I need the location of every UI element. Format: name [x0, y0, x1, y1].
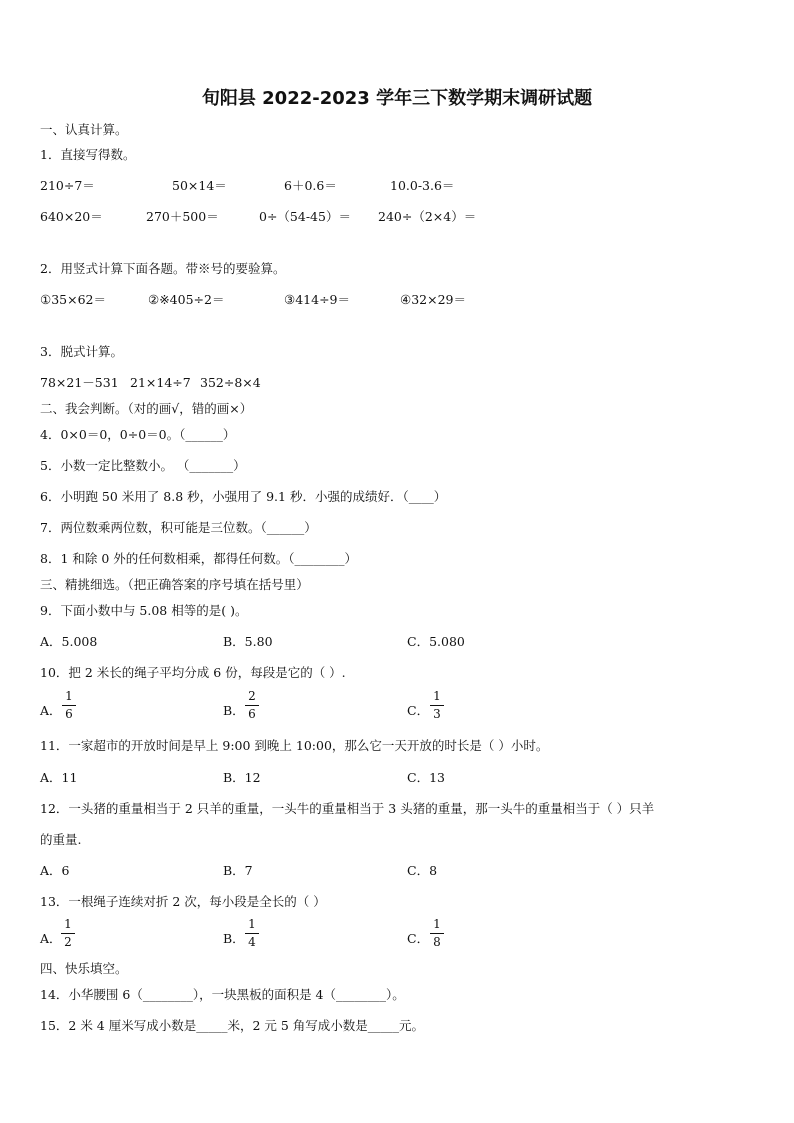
vertical-calc-item: ①35×62＝ — [40, 292, 106, 307]
calc-item: 640×20＝ — [40, 209, 103, 224]
option-c-label: C． — [407, 703, 430, 718]
fill-blank-item: 15．2 米 4 厘米写成小数是_____米，2 元 5 角写成小数是_____元。 — [40, 1018, 425, 1033]
fraction-numerator: 1 — [248, 917, 256, 931]
option-c: C．13 — [407, 770, 445, 785]
fraction-option-b — [245, 690, 259, 722]
calc-item: 210÷7＝ — [40, 178, 95, 193]
option-c: C．5.080 — [407, 634, 465, 649]
vertical-calc-item: ④32×29＝ — [400, 292, 466, 307]
fraction-bar — [430, 705, 444, 706]
judge-item: 6．小明跑 50 米用了 8.8 秒，小强用了 9.1 秒．小强的成绩好．（____） — [40, 489, 447, 504]
fraction-option-a — [61, 918, 75, 950]
fraction-option-c — [430, 690, 444, 722]
fraction-bar — [61, 933, 75, 934]
question-13-stem: 13．一根绳子连续对折 2 次，每小段是全长的（ ） — [40, 894, 326, 909]
fraction-denominator: 2 — [64, 935, 72, 949]
fraction-option-a — [62, 690, 76, 722]
judge-item: 7．两位数乘两位数，积可能是三位数。（______） — [40, 520, 317, 535]
option-b-label: B． — [223, 703, 245, 718]
option-a: A．6 — [40, 863, 70, 878]
vertical-calc-item: ③414÷9＝ — [284, 292, 350, 307]
stepwise-calc-item: 21×14÷7 — [130, 375, 191, 390]
option-c-label: C． — [407, 931, 430, 946]
option-c: C．8 — [407, 863, 438, 878]
calc-item: 270＋500＝ — [146, 209, 219, 224]
question-11-stem: 11．一家超市的开放时间是早上 9:00 到晚上 10:00，那么它一天开放的时长是（ ）小时。 — [40, 738, 549, 753]
question-3-label: 3．脱式计算。 — [40, 344, 123, 359]
fraction-numerator: 1 — [65, 689, 73, 703]
fraction-option-c — [430, 918, 444, 950]
option-b: B．5.80 — [223, 634, 273, 649]
option-b-label: B． — [223, 931, 245, 946]
fraction-numerator: 1 — [433, 917, 441, 931]
question-12-stem-continued: 的重量. — [40, 832, 82, 847]
judge-item: 5．小数一定比整数小。 （_______） — [40, 458, 246, 473]
fraction-numerator: 1 — [64, 917, 72, 931]
fraction-denominator: 3 — [433, 707, 441, 721]
fraction-option-b — [245, 918, 259, 950]
page-title: 旬阳县 2022-2023 学年三下数学期末调研试题 — [201, 88, 593, 109]
question-9-stem: 9．下面小数中与 5.08 相等的是( )。 — [40, 603, 248, 618]
fraction-denominator: 6 — [65, 707, 73, 721]
question-12-stem: 12．一头猪的重量相当于 2 只羊的重量，一头牛的重量相当于 3 头猪的重量，那一头牛的重量相当于（ ）只羊 — [40, 801, 655, 816]
section-heading-2: 二、我会判断。（对的画√，错的画×） — [40, 401, 253, 416]
stepwise-calc-item: 352÷8×4 — [200, 375, 261, 390]
calc-item: 0÷（54-45）＝ — [259, 209, 351, 224]
section-heading-4: 四、快乐填空。 — [40, 961, 128, 976]
option-b: B．12 — [223, 770, 261, 785]
fill-blank-item: 14．小华腰围 6（________），一块黑板的面积是 4（________）。 — [40, 987, 405, 1002]
section-heading-3: 三、精挑细选。（把正确答案的序号填在括号里） — [40, 577, 309, 592]
question-1-label: 1．直接写得数。 — [40, 147, 136, 162]
calc-item: 240÷（2×4）＝ — [378, 209, 477, 224]
calc-item: 6＋0.6＝ — [284, 178, 337, 193]
judge-item: 4．0×0＝0，0÷0＝0。（______） — [40, 427, 236, 442]
option-a: A．5.008 — [40, 634, 98, 649]
fraction-bar — [245, 705, 259, 706]
fraction-denominator: 8 — [433, 935, 441, 949]
question-10-stem: 10．把 2 米长的绳子平均分成 6 份，每段是它的（ ）. — [40, 665, 346, 680]
fraction-bar — [245, 933, 259, 934]
fraction-bar — [62, 705, 76, 706]
calc-item: 10.0-3.6＝ — [390, 178, 455, 193]
vertical-calc-item: ②※405÷2＝ — [148, 292, 225, 307]
option-b: B．7 — [223, 863, 253, 878]
fraction-denominator: 4 — [248, 935, 256, 949]
section-heading-1: 一、认真计算。 — [40, 122, 128, 137]
fraction-numerator: 1 — [433, 689, 441, 703]
option-a-label: A． — [40, 703, 62, 718]
stepwise-calc-item: 78×21－531 — [40, 375, 119, 390]
question-2-label: 2．用竖式计算下面各题。带※号的要验算。 — [40, 261, 286, 276]
judge-item: 8．1 和除 0 外的任何数相乘，都得任何数。（________） — [40, 551, 358, 566]
fraction-numerator: 2 — [248, 689, 256, 703]
option-a: A．11 — [40, 770, 78, 785]
option-a-label: A． — [40, 931, 62, 946]
calc-item: 50×14＝ — [172, 178, 227, 193]
fraction-denominator: 6 — [248, 707, 256, 721]
fraction-bar — [430, 933, 444, 934]
